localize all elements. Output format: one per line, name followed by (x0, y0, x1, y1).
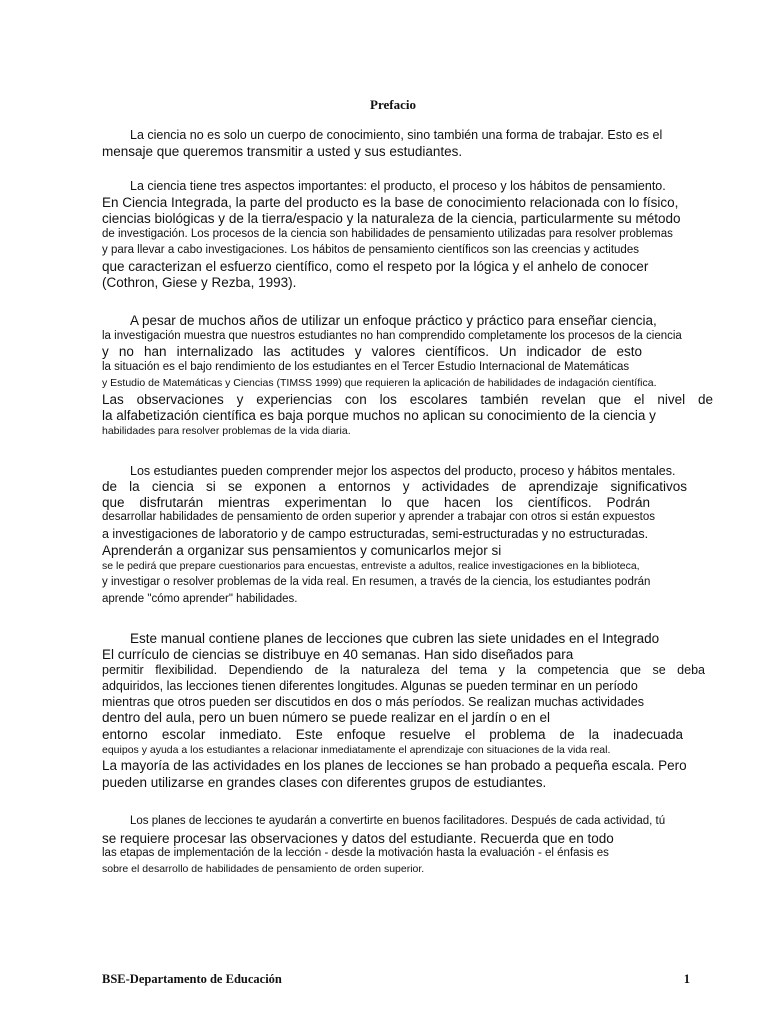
text-line: Los estudiantes pueden comprender mejor los aspectos del producto, proceso y hábitos mentales. (130, 464, 676, 478)
paragraph-3 (102, 313, 712, 438)
text-line: adquiridos, las lecciones tienen diferentes longitudes. Algunas se pueden terminar en un período (102, 679, 638, 694)
text-line: aprende "cómo aprender" habilidades. (102, 592, 298, 605)
page-footer (102, 972, 690, 987)
text-line: A pesar de muchos años de utilizar un enfoque práctico y práctico para enseñar ciencia, (130, 313, 657, 328)
paragraph-4 (102, 464, 712, 607)
paragraph-2 (102, 179, 712, 291)
text-line: que disfrutarán mientras experimentan lo que hacen los científicos. Podrán (102, 495, 650, 511)
text-line: La mayoría de las actividades en los planes de lecciones se han probado a pequeña escala. Pero (102, 758, 687, 774)
text-line: la situación es el bajo rendimiento de los estudiantes en el Tercer Estudio Internacional de Matemáticas (102, 361, 630, 374)
text-line: de investigación. Los procesos de la ciencia son habilidades de pensamiento utilizadas para resolver problemas (102, 228, 673, 241)
text-line: de la ciencia si se exponen a entornos y actividades de aprendizaje significativos (102, 479, 687, 494)
text-line: habilidades para resolver problemas de la vida diaria. (102, 424, 351, 437)
text-line: y investigar o resolver problemas de la vida real. En resumen, a través de la ciencia, los estudiantes podrán (102, 575, 651, 588)
text-line: Este manual contiene planes de lecciones que cubren las siete unidades en el Integrado (130, 631, 660, 646)
text-line: El currículo de ciencias se distribuye en 40 semanas. Han sido diseñados para (102, 647, 574, 663)
text-line: entorno escolar inmediato. Este enfoque resuelve el problema de la inadecuada (102, 726, 683, 742)
paragraph-1 (102, 128, 712, 160)
footer-department: BSE-Departamento de Educación (102, 972, 282, 986)
text-line: mensaje que queremos transmitir a usted y sus estudiantes. (102, 144, 463, 159)
text-line: y Estudio de Matemáticas y Ciencias (TIMSS 1999) que requieren la aplicación de habilidades de indagación científica. (102, 376, 657, 389)
text-line: la investigación muestra que nuestros estudiantes no han comprendido completamente los procesos de la ciencia (102, 330, 682, 343)
paragraph-6 (102, 815, 712, 875)
text-line: En Ciencia Integrada, la parte del producto es la base de conocimiento relacionada con lo físico, (102, 195, 679, 210)
text-line: Aprenderán a organizar sus pensamientos y comunicarlos mejor si (102, 543, 502, 559)
text-line: permitir flexibilidad. Dependiendo de la naturaleza del tema y la competencia que se deba (102, 663, 705, 678)
page-title: Prefacio (370, 97, 416, 112)
page-number: 1 (683, 972, 690, 986)
text-line: ciencias biológicas y de la tierra/espacio y la naturaleza de la ciencia, particularmente su método (102, 211, 681, 227)
text-line: La ciencia tiene tres aspectos importantes: el producto, el proceso y los hábitos de pensamiento. (130, 179, 666, 193)
text-line: la alfabetización científica es baja porque muchos no aplican su conocimiento de la ciencia y (102, 407, 656, 423)
text-line: mientras que otros pueden ser discutidos en dos o más períodos. Se realizan muchas actividades (102, 695, 644, 710)
text-line: las etapas de implementación de la lección - desde la motivación hasta la evaluación - el énfasis es (102, 846, 609, 859)
text-line: La ciencia no es solo un cuerpo de conocimiento, sino también una forma de trabajar. Esto es el (130, 128, 663, 142)
text-line: dentro del aula, pero un buen número se puede realizar en el jardín o en el (102, 710, 551, 726)
text-line: y no han internalizado las actitudes y valores científicos. Un indicador de esto (102, 343, 642, 359)
text-line: Las observaciones y experiencias con los escolares también revelan que el nivel de (102, 391, 713, 407)
text-line: equipos y ayuda a los estudiantes a relacionar inmediatamente el aprendizaje con situaciones de la vida real. (102, 743, 611, 756)
text-line: sobre el desarrollo de habilidades de pensamiento de orden superior. (102, 862, 425, 875)
text-line: y para llevar a cabo investigaciones. Los hábitos de pensamiento científicos son las creencias y actitudes (102, 244, 639, 257)
text-line: desarrollar habilidades de pensamiento de orden superior y aprender a trabajar con otros si están expuestos (102, 511, 655, 524)
text-line: Los planes de lecciones te ayudarán a convertirte en buenos facilitadores. Después de cada actividad, tú (130, 815, 666, 827)
text-line: a investigaciones de laboratorio y de campo estructuradas, semi-estructuradas y no estructuradas. (102, 527, 649, 542)
text-line: pueden utilizarse en grandes clases con diferentes grupos de estudiantes. (102, 774, 547, 790)
text-line: se le pedirá que prepare cuestionarios para encuestas, entreviste a adultos, realice investigaciones en la biblioteca, (102, 560, 640, 573)
text-line: que caracterizan el esfuerzo científico, como el respeto por la lógica y el anhelo de conocer (102, 258, 649, 274)
paragraph-5 (102, 631, 712, 791)
text-line: se requiere procesar las observaciones y datos del estudiante. Recuerda que en todo (102, 830, 614, 846)
text-line: (Cothron, Giese y Rezba, 1993). (102, 275, 297, 291)
